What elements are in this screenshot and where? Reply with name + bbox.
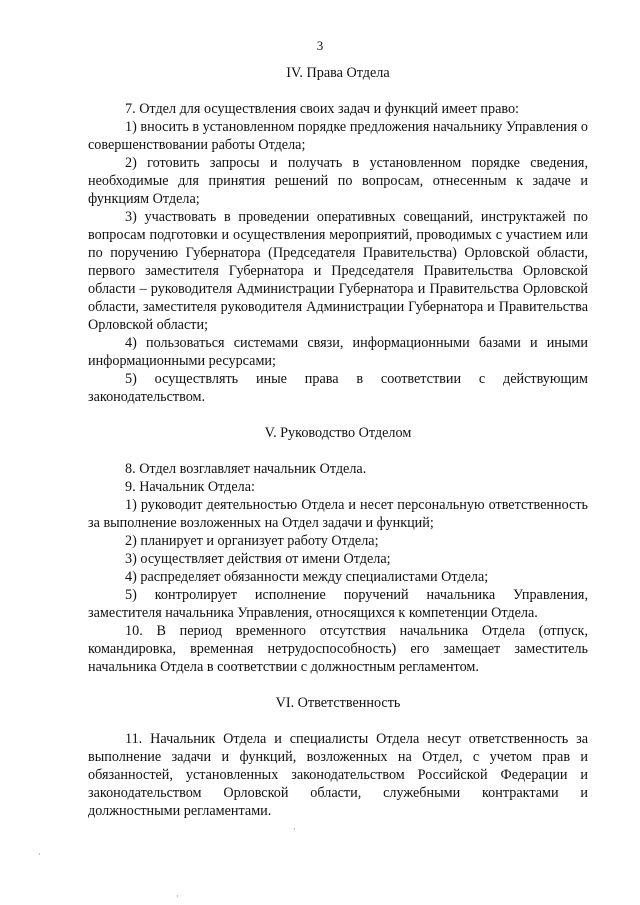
- page-number: 3: [316, 38, 324, 53]
- scan-speck: ·: [293, 825, 296, 834]
- section-responsibility: [88, 694, 588, 820]
- section-heading-management: V. Руководство Отделом: [264, 425, 412, 441]
- paragraph-7: 7. Отдел для осуществления своих задач и функций имеет право:: [125, 101, 520, 117]
- section-heading-rights: IV. Права Отдела: [286, 65, 390, 81]
- paragraph-9-item-2: 2) планирует и организует работу Отдела;: [125, 533, 379, 549]
- document-body: [88, 64, 588, 820]
- paragraph-9-item-1: 1) руководит деятельностью Отдела и несет персональную ответственность за выполнение возложенных на Отдел задачи и функций;: [88, 497, 588, 531]
- paragraph-7-item-3: 3) участвовать в проведении оперативных совещаний, инструктажей по вопросам подготовки и осуществления мероприятий, проводимых с участием или по поручению Губернатора (Председателя Правительства) Орловской области, первого заместителя Губернатора и Председателя Правительства Орловской области – руководителя Администрации Губернатора и Правительства Орловской области, заместителя руководителя Администрации Губернатора и Правительства Орловской области;: [88, 209, 588, 333]
- paragraph-7-item-1: 1) вносить в установленном порядке предложения начальнику Управления о совершенствовании работы Отдела;: [88, 119, 588, 153]
- paragraph-9-item-5: 5) контролирует исполнение поручений начальника Управления, заместителя начальника Управления, относящихся к компетенции Отдела.: [88, 587, 588, 621]
- paragraph-9-item-4: 4) распределяет обязанности между специалистами Отдела;: [125, 569, 489, 585]
- paragraph-11: 11. Начальник Отдела и специалисты Отдела несут ответственность за выполнение задачи и функций, возложенных на Отдел, с учетом прав и обязанностей, установленных законодательством Российской Федерации и законодательством Орловской области, служебными контрактами и должностными регламентами.: [88, 731, 588, 819]
- section-rights: [88, 64, 588, 406]
- section-heading-responsibility: VI. Ответственность: [275, 695, 401, 711]
- paragraph-10: 10. В период временного отсутствия начальника Отдела (отпуск, командировка, временная нетрудоспособность) его замещает заместитель начальника Отдела в соответствии с должностным регламентом.: [88, 623, 588, 675]
- scan-speck: ·: [176, 892, 179, 901]
- paragraph-7-item-4: 4) пользоваться системами связи, информационными базами и иными информационными ресурсами;: [88, 335, 588, 369]
- paragraph-7-item-2: 2) готовить запросы и получать в установленном порядке сведения, необходимые для принятия решений по вопросам, отнесенным к задаче и функциям Отдела;: [88, 155, 588, 207]
- paragraph-7-item-5: 5) осуществлять иные права в соответствии с действующим законодательством.: [88, 371, 588, 405]
- paragraph-9: 9. Начальник Отдела:: [125, 479, 255, 495]
- paragraph-8: 8. Отдел возглавляет начальник Отдела.: [125, 461, 367, 477]
- scan-speck: ·: [38, 850, 41, 859]
- paragraph-9-item-3: 3) осуществляет действия от имени Отдела;: [125, 551, 391, 567]
- section-management: [88, 424, 588, 676]
